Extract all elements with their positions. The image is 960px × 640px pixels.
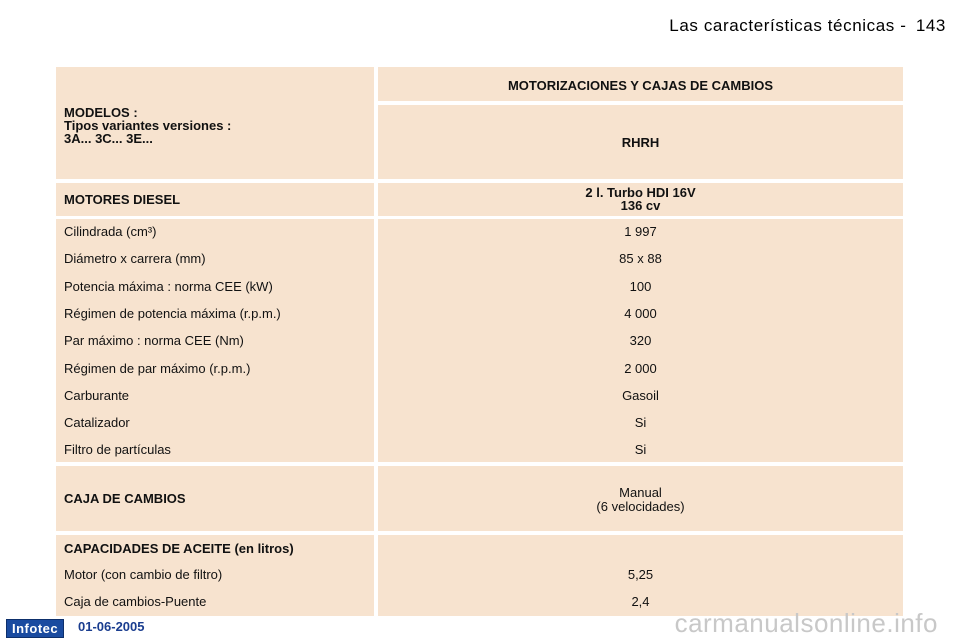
page-title: Las características técnicas (669, 16, 895, 35)
gearbox-value-line2: (6 velocidades) (596, 499, 685, 514)
models-label-line1: MODELOS : (64, 105, 138, 120)
model-code: RHRH (621, 135, 660, 150)
model-code-cell (378, 105, 903, 179)
section-title: MOTORIZACIONES Y CAJAS DE CAMBIOS (507, 78, 774, 93)
spec-value: Gasoil (622, 388, 659, 403)
spec-value: 85 x 88 (619, 251, 662, 266)
page-header (669, 16, 946, 36)
spec-value: Si (634, 442, 647, 457)
models-label-line2: Tipos variantes versiones : (64, 118, 232, 133)
models-label-line3: 3A... 3C... 3E... (64, 131, 153, 146)
engine-name-line2: 136 cv (620, 198, 661, 213)
section-title-cell (378, 67, 903, 101)
spec-label: Cilindrada (cm³) (64, 224, 157, 239)
spec-value: Si (634, 415, 647, 430)
spec-label: Par máximo : norma CEE (Nm) (64, 333, 244, 348)
spec-label: Carburante (64, 388, 130, 403)
footer-date: 01-06-2005 (78, 619, 145, 634)
spec-value: 100 (629, 279, 652, 294)
spec-value: 2 000 (624, 361, 657, 376)
watermark: carmanualsonline.info (674, 608, 938, 638)
oil-row-label: Motor (con cambio de filtro) (64, 567, 223, 582)
engines-label: MOTORES DIESEL (64, 192, 181, 207)
spec-label: Catalizador (64, 415, 130, 430)
oil-row-label: Caja de cambios-Puente (64, 594, 207, 609)
infotec-logo: Infotec (6, 619, 64, 638)
spec-label: Régimen de par máximo (r.p.m.) (64, 361, 251, 376)
oil-label: CAPACIDADES DE ACEITE (en litros) (64, 541, 294, 556)
page-title-separator: - (900, 16, 907, 35)
models-label-cell (56, 67, 374, 179)
oil-row-value: 2,4 (631, 594, 650, 609)
engine-name-cell (378, 183, 903, 216)
spec-value: 320 (629, 333, 652, 348)
spec-label: Régimen de potencia máxima (r.p.m.) (64, 306, 281, 321)
spec-value: 1 997 (624, 224, 657, 239)
page-number: 143 (915, 16, 946, 35)
gearbox-label: CAJA DE CAMBIOS (64, 491, 186, 506)
gearbox-value-line1: Manual (619, 485, 662, 500)
engines-label-cell (56, 183, 374, 216)
engine-name-line1: 2 l. Turbo HDI 16V (585, 185, 696, 200)
oil-row-value: 5,25 (627, 567, 654, 582)
gearbox-value-cell (378, 466, 903, 531)
spec-label: Filtro de partículas (64, 442, 171, 457)
spec-label: Potencia máxima : norma CEE (kW) (64, 279, 273, 294)
spec-label: Diámetro x carrera (mm) (64, 251, 206, 266)
gearbox-label-cell (56, 466, 374, 531)
spec-value: 4 000 (624, 306, 657, 321)
